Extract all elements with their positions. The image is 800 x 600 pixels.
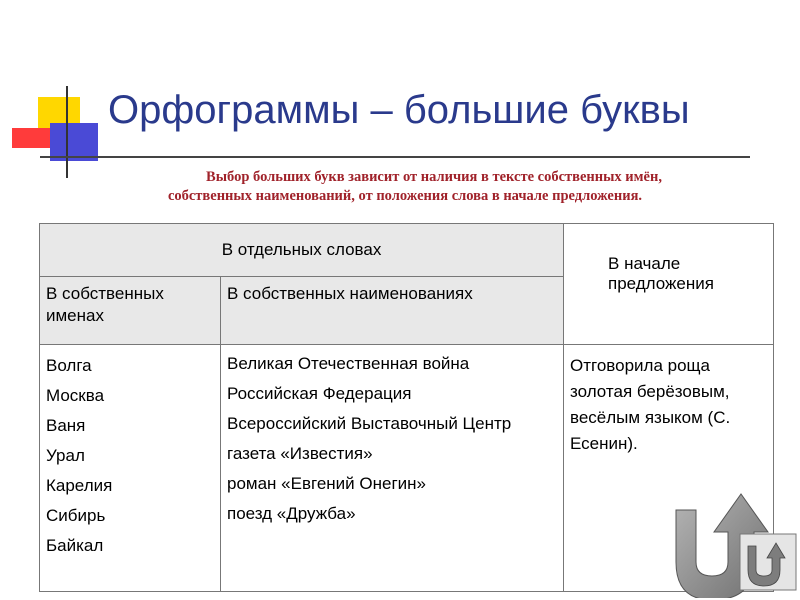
list-item: Сибирь	[46, 506, 106, 525]
title-underline	[40, 156, 750, 158]
subtitle-line-1: Выбор больших букв зависит от наличия в тексте собственных имён,	[206, 169, 662, 185]
subheader-proper-titles: В собственных наименованиях	[221, 277, 564, 345]
slide-subtitle	[60, 168, 780, 206]
list-item: газета «Известия»	[227, 444, 373, 463]
subheader-proper-names: В собственных именах	[40, 277, 221, 345]
names-cell	[40, 345, 221, 592]
subtitle-line-2: собственных наименований, от положения слова в начале предложения.	[167, 188, 643, 204]
slide-title: Орфограммы – большие буквы	[108, 88, 690, 132]
list-item: роман «Евгений Онегин»	[227, 474, 426, 493]
sentence-example-cell: Отговорила роща золотая берёзовым, весёлым языком (С. Есенин).	[564, 345, 774, 592]
titles-cell	[221, 345, 564, 592]
list-item: Ваня	[46, 416, 86, 435]
header-separate-words: В отдельных словах	[40, 224, 564, 277]
list-item: Волга	[46, 356, 92, 375]
list-item: Карелия	[46, 476, 113, 495]
decor-vertical-line	[66, 86, 68, 178]
list-item: Москва	[46, 386, 105, 405]
list-item: Байкал	[46, 536, 104, 555]
list-item: Всероссийский Выставочный Центр	[227, 414, 512, 433]
list-item: Российская Федерация	[227, 384, 412, 403]
list-item: Великая Отечественная война	[227, 354, 470, 373]
list-item: Урал	[46, 446, 85, 465]
list-item: поезд «Дружба»	[227, 504, 356, 523]
orthogram-table	[39, 223, 774, 592]
return-arrow-icon[interactable]	[668, 488, 798, 598]
header-sentence-start: В начале предложения	[564, 224, 774, 345]
